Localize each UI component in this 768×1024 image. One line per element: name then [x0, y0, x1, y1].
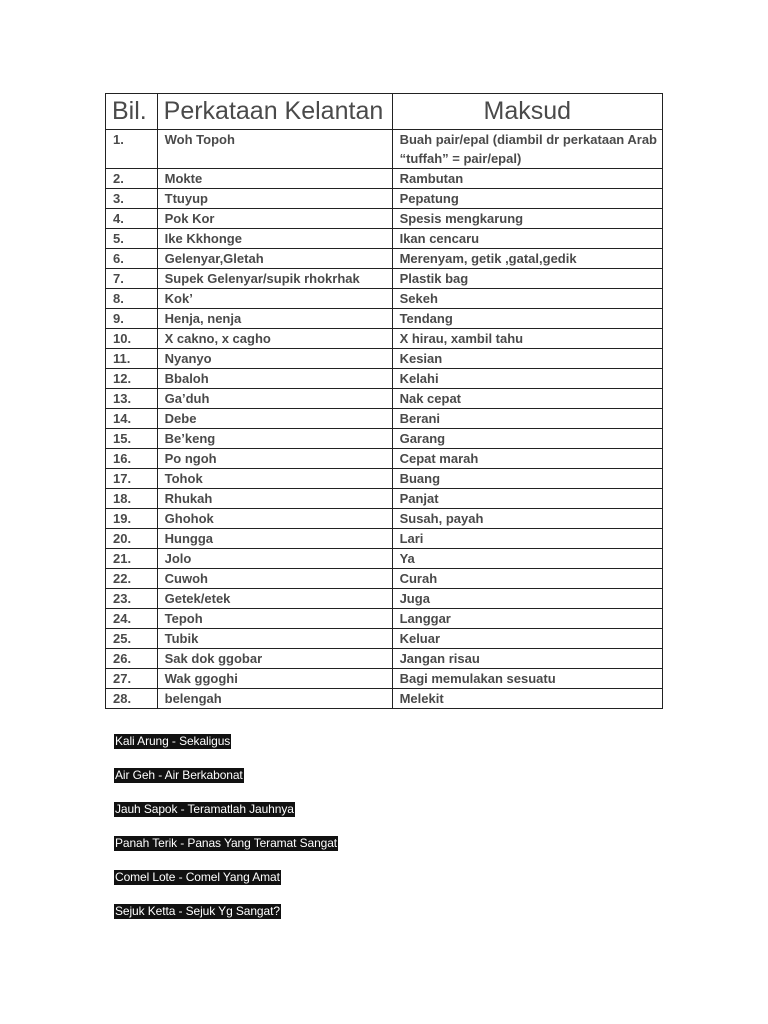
- row-word: Cuwoh: [157, 569, 392, 589]
- row-number: 27.: [106, 669, 158, 689]
- row-number: 16.: [106, 449, 158, 469]
- table-row: [106, 409, 663, 429]
- row-meaning: Berani: [392, 409, 662, 429]
- row-number: 3.: [106, 189, 158, 209]
- row-meaning: Jangan risau: [392, 649, 662, 669]
- header-meaning: Maksud: [392, 94, 662, 130]
- row-number: 6.: [106, 249, 158, 269]
- table-row: [106, 229, 663, 249]
- phrase-list: [114, 732, 338, 936]
- row-meaning: Keluar: [392, 629, 662, 649]
- table-row: [106, 549, 663, 569]
- row-number: 12.: [106, 369, 158, 389]
- row-number: 19.: [106, 509, 158, 529]
- phrase-item: [114, 800, 338, 834]
- phrase-text: Panah Terik - Panas Yang Teramat Sangat: [115, 836, 338, 850]
- table-row: [106, 130, 663, 169]
- table-row: [106, 369, 663, 389]
- row-number: 13.: [106, 389, 158, 409]
- row-number: 10.: [106, 329, 158, 349]
- row-word: Be’keng: [157, 429, 392, 449]
- table-row: [106, 449, 663, 469]
- row-number: 25.: [106, 629, 158, 649]
- row-meaning: Juga: [392, 589, 662, 609]
- row-word: Ike Kkhonge: [157, 229, 392, 249]
- row-meaning: Lari: [392, 529, 662, 549]
- table-row: [106, 529, 663, 549]
- row-meaning: Melekit: [392, 689, 662, 709]
- row-word: Mokte: [157, 169, 392, 189]
- phrase-item: [114, 834, 338, 868]
- table-row: [106, 689, 663, 709]
- row-word: Bbaloh: [157, 369, 392, 389]
- row-word: Ttuyup: [157, 189, 392, 209]
- row-number: 7.: [106, 269, 158, 289]
- phrase-text: Kali Arung - Sekaligus: [115, 734, 231, 748]
- table-row: [106, 589, 663, 609]
- table-row: [106, 209, 663, 229]
- row-word: Pok Kor: [157, 209, 392, 229]
- row-number: 24.: [106, 609, 158, 629]
- row-meaning: Panjat: [392, 489, 662, 509]
- row-word: Wak ggoghi: [157, 669, 392, 689]
- row-number: 23.: [106, 589, 158, 609]
- table-row: [106, 629, 663, 649]
- table-body: [106, 130, 663, 709]
- row-number: 5.: [106, 229, 158, 249]
- table-row: [106, 609, 663, 629]
- row-word: Jolo: [157, 549, 392, 569]
- table-row: [106, 309, 663, 329]
- row-meaning: Kesian: [392, 349, 662, 369]
- row-word: Kok’: [157, 289, 392, 309]
- row-meaning: Nak cepat: [392, 389, 662, 409]
- row-word: Po ngoh: [157, 449, 392, 469]
- header-number: Bil.: [106, 94, 158, 130]
- row-number: 15.: [106, 429, 158, 449]
- row-word: Hungga: [157, 529, 392, 549]
- table-row: [106, 269, 663, 289]
- row-number: 14.: [106, 409, 158, 429]
- table-row: [106, 669, 663, 689]
- row-number: 2.: [106, 169, 158, 189]
- row-number: 21.: [106, 549, 158, 569]
- row-number: 17.: [106, 469, 158, 489]
- header-word: Perkataan Kelantan: [157, 94, 392, 130]
- row-meaning: Langgar: [392, 609, 662, 629]
- phrase-item: [114, 732, 338, 766]
- row-meaning: Pepatung: [392, 189, 662, 209]
- row-meaning: Ikan cencaru: [392, 229, 662, 249]
- phrase-text: Jauh Sapok - Teramatlah Jauhnya: [115, 802, 294, 816]
- table-row: [106, 509, 663, 529]
- table-row: [106, 489, 663, 509]
- row-meaning: Curah: [392, 569, 662, 589]
- row-number: 26.: [106, 649, 158, 669]
- row-number: 4.: [106, 209, 158, 229]
- row-word: Sak dok ggobar: [157, 649, 392, 669]
- row-word: Supek Gelenyar/supik rhokrhak: [157, 269, 392, 289]
- table-row: [106, 189, 663, 209]
- row-meaning: X hirau, xambil tahu: [392, 329, 662, 349]
- table-row: [106, 389, 663, 409]
- row-meaning: Merenyam, getik ,gatal,gedik: [392, 249, 662, 269]
- row-meaning: Bagi memulakan sesuatu: [392, 669, 662, 689]
- row-word: Henja, nenja: [157, 309, 392, 329]
- table-row: [106, 569, 663, 589]
- row-meaning: Buang: [392, 469, 662, 489]
- row-number: 8.: [106, 289, 158, 309]
- row-word: Woh Topoh: [157, 130, 392, 169]
- table-row: [106, 469, 663, 489]
- row-number: 1.: [106, 130, 158, 169]
- phrase-text: Sejuk Ketta - Sejuk Yg Sangat?: [115, 904, 280, 918]
- phrase-item: [114, 766, 338, 800]
- row-meaning: Sekeh: [392, 289, 662, 309]
- row-number: 20.: [106, 529, 158, 549]
- phrase-text: Comel Lote - Comel Yang Amat: [115, 870, 280, 884]
- row-number: 28.: [106, 689, 158, 709]
- row-number: 11.: [106, 349, 158, 369]
- row-word: Rhukah: [157, 489, 392, 509]
- row-word: Debe: [157, 409, 392, 429]
- row-meaning: Rambutan: [392, 169, 662, 189]
- row-meaning: Garang: [392, 429, 662, 449]
- row-meaning: Ya: [392, 549, 662, 569]
- phrase-item: [114, 868, 338, 902]
- row-word: Ghohok: [157, 509, 392, 529]
- table-row: [106, 649, 663, 669]
- row-word: Tohok: [157, 469, 392, 489]
- row-word: belengah: [157, 689, 392, 709]
- table-row: [106, 289, 663, 309]
- table-row: [106, 249, 663, 269]
- row-number: 9.: [106, 309, 158, 329]
- table-header-row: [106, 94, 663, 130]
- row-word: X cakno, x cagho: [157, 329, 392, 349]
- row-meaning: Plastik bag: [392, 269, 662, 289]
- row-meaning: Buah pair/epal (diambil dr perkataan Arab “tuffah” = pair/epal): [392, 130, 662, 169]
- table-row: [106, 429, 663, 449]
- row-meaning: Spesis mengkarung: [392, 209, 662, 229]
- row-word: Tubik: [157, 629, 392, 649]
- row-meaning: Susah, payah: [392, 509, 662, 529]
- table-row: [106, 349, 663, 369]
- table-row: [106, 169, 663, 189]
- row-word: Ga’duh: [157, 389, 392, 409]
- row-meaning: Kelahi: [392, 369, 662, 389]
- row-word: Getek/etek: [157, 589, 392, 609]
- table-row: [106, 329, 663, 349]
- row-number: 22.: [106, 569, 158, 589]
- row-meaning: Tendang: [392, 309, 662, 329]
- vocabulary-table: [105, 93, 663, 709]
- phrase-text: Air Geh - Air Berkabonat: [115, 768, 243, 782]
- row-meaning: Cepat marah: [392, 449, 662, 469]
- row-word: Nyanyo: [157, 349, 392, 369]
- row-number: 18.: [106, 489, 158, 509]
- phrase-item: [114, 902, 338, 936]
- row-word: Gelenyar,Gletah: [157, 249, 392, 269]
- row-word: Tepoh: [157, 609, 392, 629]
